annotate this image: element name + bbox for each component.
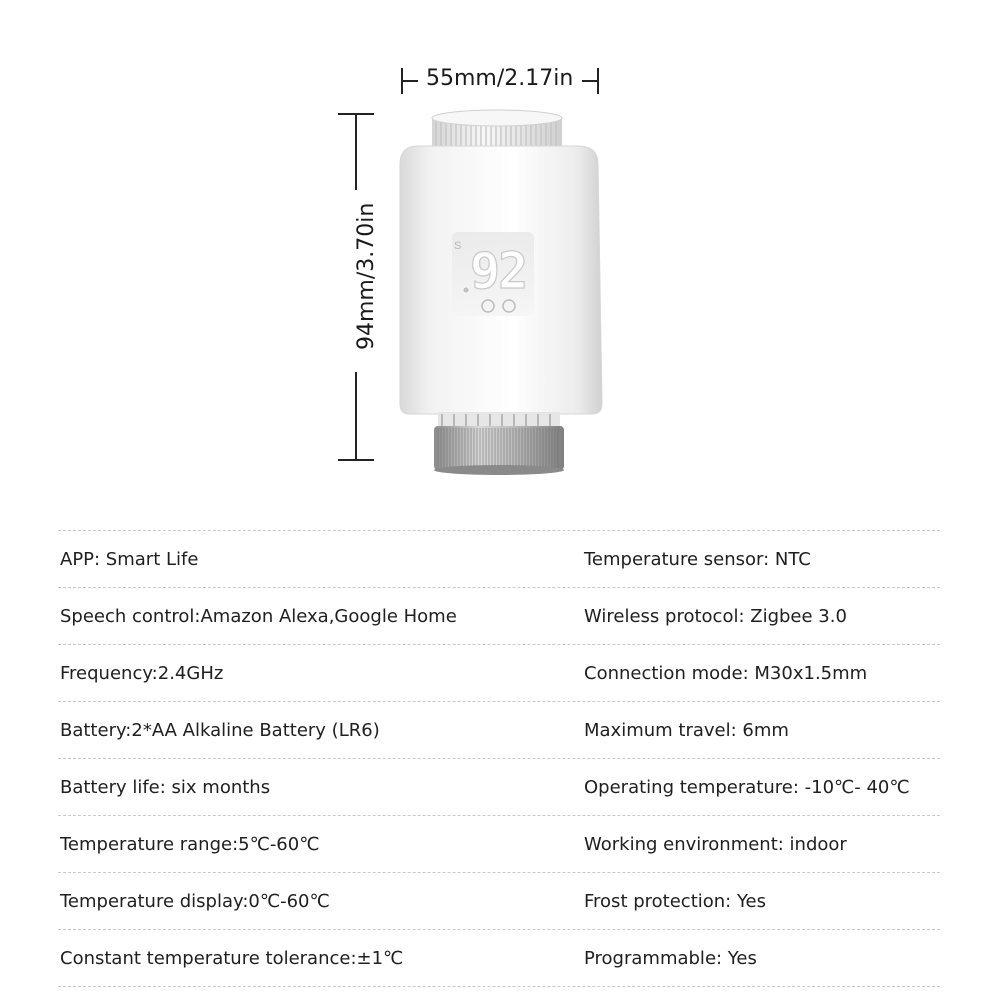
spec-temperature-sensor: Temperature sensor: NTC bbox=[584, 549, 811, 570]
spec-battery: Battery:2*AA Alkaline Battery (LR6) bbox=[60, 720, 380, 741]
spec-row bbox=[58, 701, 940, 758]
indicator-dot bbox=[464, 288, 469, 293]
inner-ring bbox=[438, 412, 560, 428]
mounting-nut bbox=[434, 426, 564, 475]
display-temperature-value: 92 bbox=[470, 242, 527, 300]
spec-row bbox=[58, 929, 940, 987]
spec-connection-mode: Connection mode: M30x1.5mm bbox=[584, 663, 868, 684]
spec-frost-protection: Frost protection: Yes bbox=[584, 891, 767, 912]
spec-row bbox=[58, 530, 940, 587]
spec-operating-temperature: Operating temperature: -10℃- 40℃ bbox=[584, 777, 910, 798]
specifications-table bbox=[58, 530, 940, 987]
spec-working-environment: Working environment: indoor bbox=[584, 834, 847, 855]
spec-row bbox=[58, 872, 940, 929]
spec-temperature-range: Temperature range:5℃-60℃ bbox=[60, 834, 320, 855]
spec-temperature-display: Temperature display:0℃-60℃ bbox=[60, 891, 330, 912]
height-dimension-label: 94mm/3.70in bbox=[354, 202, 379, 350]
spec-row bbox=[58, 758, 940, 815]
led-display bbox=[452, 232, 534, 316]
spec-temperature-tolerance: Constant temperature tolerance:±1℃ bbox=[60, 948, 404, 969]
spec-programmable: Programmable: Yes bbox=[584, 948, 757, 969]
width-dimension-label: 55mm/2.17in bbox=[426, 66, 574, 91]
spec-row bbox=[58, 644, 940, 701]
spec-speech-control: Speech control:Amazon Alexa,Google Home bbox=[60, 606, 457, 627]
spec-row bbox=[58, 587, 940, 644]
spec-wireless-protocol: Wireless protocol: Zigbee 3.0 bbox=[584, 606, 847, 627]
spec-maximum-travel: Maximum travel: 6mm bbox=[584, 720, 789, 741]
display-mode-symbol: S bbox=[454, 240, 462, 252]
spec-row bbox=[58, 815, 940, 872]
spec-frequency: Frequency:2.4GHz bbox=[60, 663, 224, 684]
spec-battery-life: Battery life: six months bbox=[60, 777, 271, 798]
spec-app: APP: Smart Life bbox=[60, 549, 199, 570]
